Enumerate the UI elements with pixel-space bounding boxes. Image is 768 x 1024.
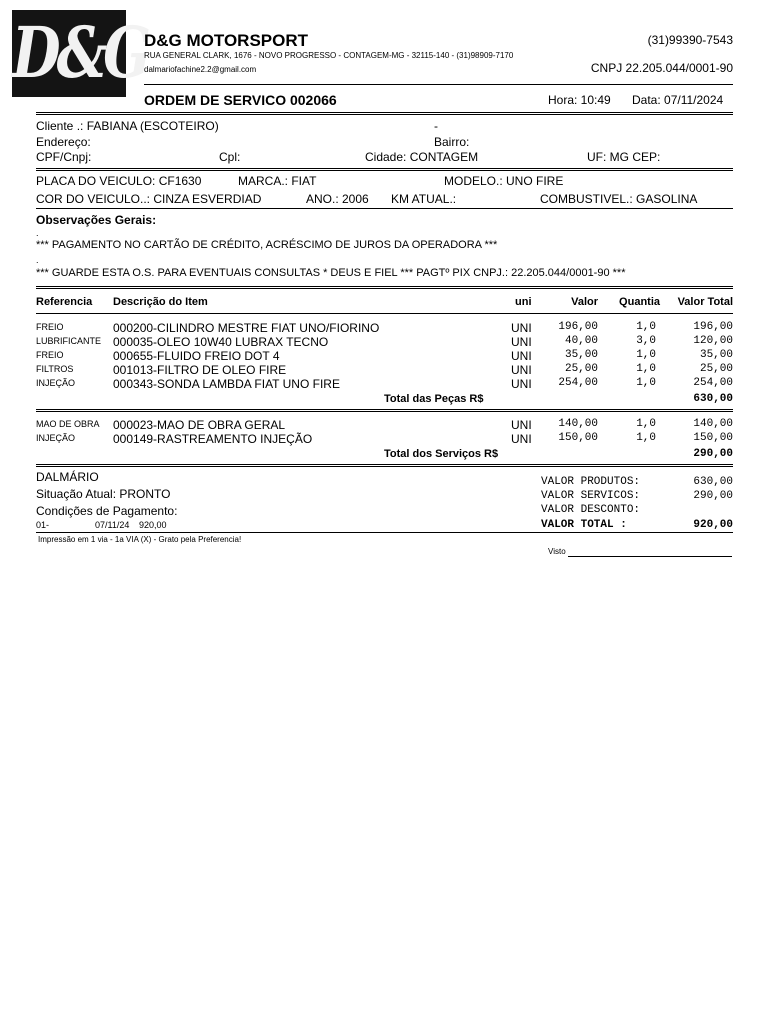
- observations-title: Observações Gerais:: [36, 213, 157, 227]
- cell-valor: 40,00: [564, 335, 598, 347]
- col-header-quantia: Quantia: [619, 296, 660, 308]
- cell-valor: 196,00: [558, 321, 598, 333]
- client-complement: Cpl:: [219, 150, 241, 164]
- summary-services-label: VALOR SERVICOS:: [541, 490, 641, 502]
- parts-total-value: 630,00: [693, 393, 733, 405]
- cell-uni: UNI: [511, 349, 532, 363]
- company-name: D&G MOTORSPORT: [144, 31, 309, 50]
- cell-quantia: 1,0: [636, 377, 656, 389]
- vehicle-brand: MARCA.: FIAT: [238, 174, 317, 188]
- summary-services-value: 290,00: [693, 490, 733, 502]
- table-row: [0, 433, 768, 447]
- observations-line: *** PAGAMENTO NO CARTÃO DE CRÉDITO, ACRÉSCIMO DE JUROS DA OPERADORA ***: [36, 239, 498, 251]
- col-header-valor: Valor: [571, 296, 598, 308]
- summary-total-value: 920,00: [693, 519, 733, 531]
- client-address: Endereço:: [36, 135, 91, 149]
- vehicle-color: COR DO VEICULO..: CINZA ESVERDIAD: [36, 192, 262, 206]
- cell-valor-total: 35,00: [699, 349, 733, 361]
- table-row: [0, 419, 768, 433]
- cell-quantia: 1,0: [636, 363, 656, 375]
- summary-total-label: VALOR TOTAL :: [541, 519, 627, 531]
- client-city: Cidade: CONTAGEM: [365, 150, 479, 164]
- cell-valor-total: 25,00: [699, 363, 733, 375]
- services-total-label: Total dos Serviços R$: [384, 448, 499, 460]
- cell-uni: UNI: [511, 432, 532, 446]
- summary-products-value: 630,00: [693, 476, 733, 488]
- cell-referencia: FILTROS: [36, 364, 74, 374]
- cell-descricao: 000343-SONDA LAMBDA FIAT UNO FIRE: [113, 377, 340, 391]
- cell-valor: 35,00: [564, 349, 598, 361]
- col-header-descricao: Descrição do Item: [113, 296, 208, 308]
- client-state-cep: UF: MG CEP:: [587, 150, 661, 164]
- client-cpf: CPF/Cnpj:: [36, 150, 92, 164]
- divider: [36, 409, 733, 412]
- company-cnpj: CNPJ 22.205.044/0001-90: [590, 61, 733, 75]
- cell-uni: UNI: [511, 363, 532, 377]
- visto-label: Visto: [548, 547, 566, 556]
- installment-number: 01-: [36, 520, 50, 530]
- company-address: RUA GENERAL CLARK, 1676 - NOVO PROGRESSO - CONTAGEM-MG - 32115-140 - (31)98909-7170: [144, 51, 514, 60]
- cell-valor: 150,00: [558, 432, 598, 444]
- payment-conditions: Condições de Pagamento:: [36, 504, 178, 518]
- cell-referencia: FREIO: [36, 322, 64, 332]
- divider: [36, 112, 733, 115]
- divider: [36, 168, 733, 171]
- cell-quantia: 1,0: [636, 349, 656, 361]
- cell-valor-total: 120,00: [693, 335, 733, 347]
- cell-descricao: 000655-FLUIDO FREIO DOT 4: [113, 349, 280, 363]
- cell-uni: UNI: [511, 335, 532, 349]
- company-logo: [12, 10, 147, 97]
- cell-quantia: 1,0: [636, 321, 656, 333]
- cell-quantia: 1,0: [636, 432, 656, 444]
- cell-descricao: 000035-OLEO 10W40 LUBRAX TECNO: [113, 335, 329, 349]
- summary-products-label: VALOR PRODUTOS:: [541, 476, 641, 488]
- visto-signature-line: [568, 556, 732, 557]
- cell-referencia: MAO DE OBRA: [36, 419, 100, 429]
- installment-date: 07/11/24: [95, 520, 130, 530]
- vehicle-km: KM ATUAL.:: [391, 192, 457, 206]
- observations-dot: .: [36, 228, 39, 238]
- print-note: Impressão em 1 via - 1a VIA (X) - Grato pela Preferencia!: [38, 535, 242, 544]
- order-date: Data: 07/11/2024: [632, 93, 724, 107]
- col-header-total: Valor Total: [677, 296, 733, 308]
- services-total-value: 290,00: [693, 448, 733, 460]
- cell-valor-total: 196,00: [693, 321, 733, 333]
- divider: [36, 208, 733, 209]
- table-row: [0, 350, 768, 364]
- cell-valor-total: 150,00: [693, 432, 733, 444]
- cell-quantia: 3,0: [636, 335, 656, 347]
- divider: [36, 313, 733, 314]
- col-header-uni: uni: [515, 296, 532, 308]
- client-dash: -: [434, 119, 438, 133]
- cell-valor: 140,00: [558, 418, 598, 430]
- mechanic-name: DALMÁRIO: [36, 470, 99, 484]
- cell-descricao: 000200-CILINDRO MESTRE FIAT UNO/FIORINO: [113, 321, 380, 335]
- order-time: Hora: 10:49: [548, 93, 611, 107]
- summary-discount-label: VALOR DESCONTO:: [541, 504, 641, 516]
- table-row: [0, 336, 768, 350]
- divider: [36, 286, 733, 289]
- cell-referencia: INJEÇÃO: [36, 433, 76, 443]
- client-name: Cliente .: FABIANA (ESCOTEIRO): [36, 119, 219, 133]
- table-row: [0, 364, 768, 378]
- header-divider: [144, 84, 733, 85]
- company-email: dalmariofachine2.2@gmail.com: [144, 65, 257, 74]
- current-status: Situação Atual: PRONTO: [36, 487, 171, 501]
- observations-dot: .: [36, 255, 39, 265]
- cell-referencia: LUBRIFICANTE: [36, 336, 102, 346]
- cell-valor: 254,00: [558, 377, 598, 389]
- company-phone: (31)99390-7543: [647, 33, 733, 47]
- client-neighborhood: Bairro:: [434, 135, 470, 149]
- table-row: [0, 322, 768, 336]
- cell-uni: UNI: [511, 377, 532, 391]
- cell-uni: UNI: [511, 321, 532, 335]
- vehicle-model: MODELO.: UNO FIRE: [444, 174, 564, 188]
- table-row: [0, 378, 768, 392]
- logo-lettering: D&G: [12, 12, 147, 95]
- installment-value: 920,00: [139, 520, 167, 530]
- cell-referencia: FREIO: [36, 350, 64, 360]
- cell-quantia: 1,0: [636, 418, 656, 430]
- divider: [36, 532, 733, 533]
- cell-valor-total: 254,00: [693, 377, 733, 389]
- observations-line: *** GUARDE ESTA O.S. PARA EVENTUAIS CONSULTAS * DEUS E FIEL *** PAGTº PIX CNPJ.: 22.205.044/0001-90 ***: [36, 267, 626, 279]
- cell-uni: UNI: [511, 418, 532, 432]
- vehicle-fuel: COMBUSTIVEL.: GASOLINA: [540, 192, 698, 206]
- vehicle-plate: PLACA DO VEICULO: CF1630: [36, 174, 202, 188]
- cell-descricao: 000023-MAO DE OBRA GERAL: [113, 418, 286, 432]
- col-header-referencia: Referencia: [36, 296, 93, 308]
- cell-descricao: 000149-RASTREAMENTO INJEÇÃO: [113, 432, 313, 446]
- cell-referencia: INJEÇÃO: [36, 378, 76, 388]
- order-title: ORDEM DE SERVICO 002066: [144, 92, 337, 108]
- cell-valor: 25,00: [564, 363, 598, 375]
- vehicle-year: ANO.: 2006: [306, 192, 369, 206]
- parts-total-label: Total das Peças R$: [384, 393, 484, 405]
- cell-descricao: 001013-FILTRO DE OLEO FIRE: [113, 363, 287, 377]
- divider: [36, 464, 733, 467]
- cell-valor-total: 140,00: [693, 418, 733, 430]
